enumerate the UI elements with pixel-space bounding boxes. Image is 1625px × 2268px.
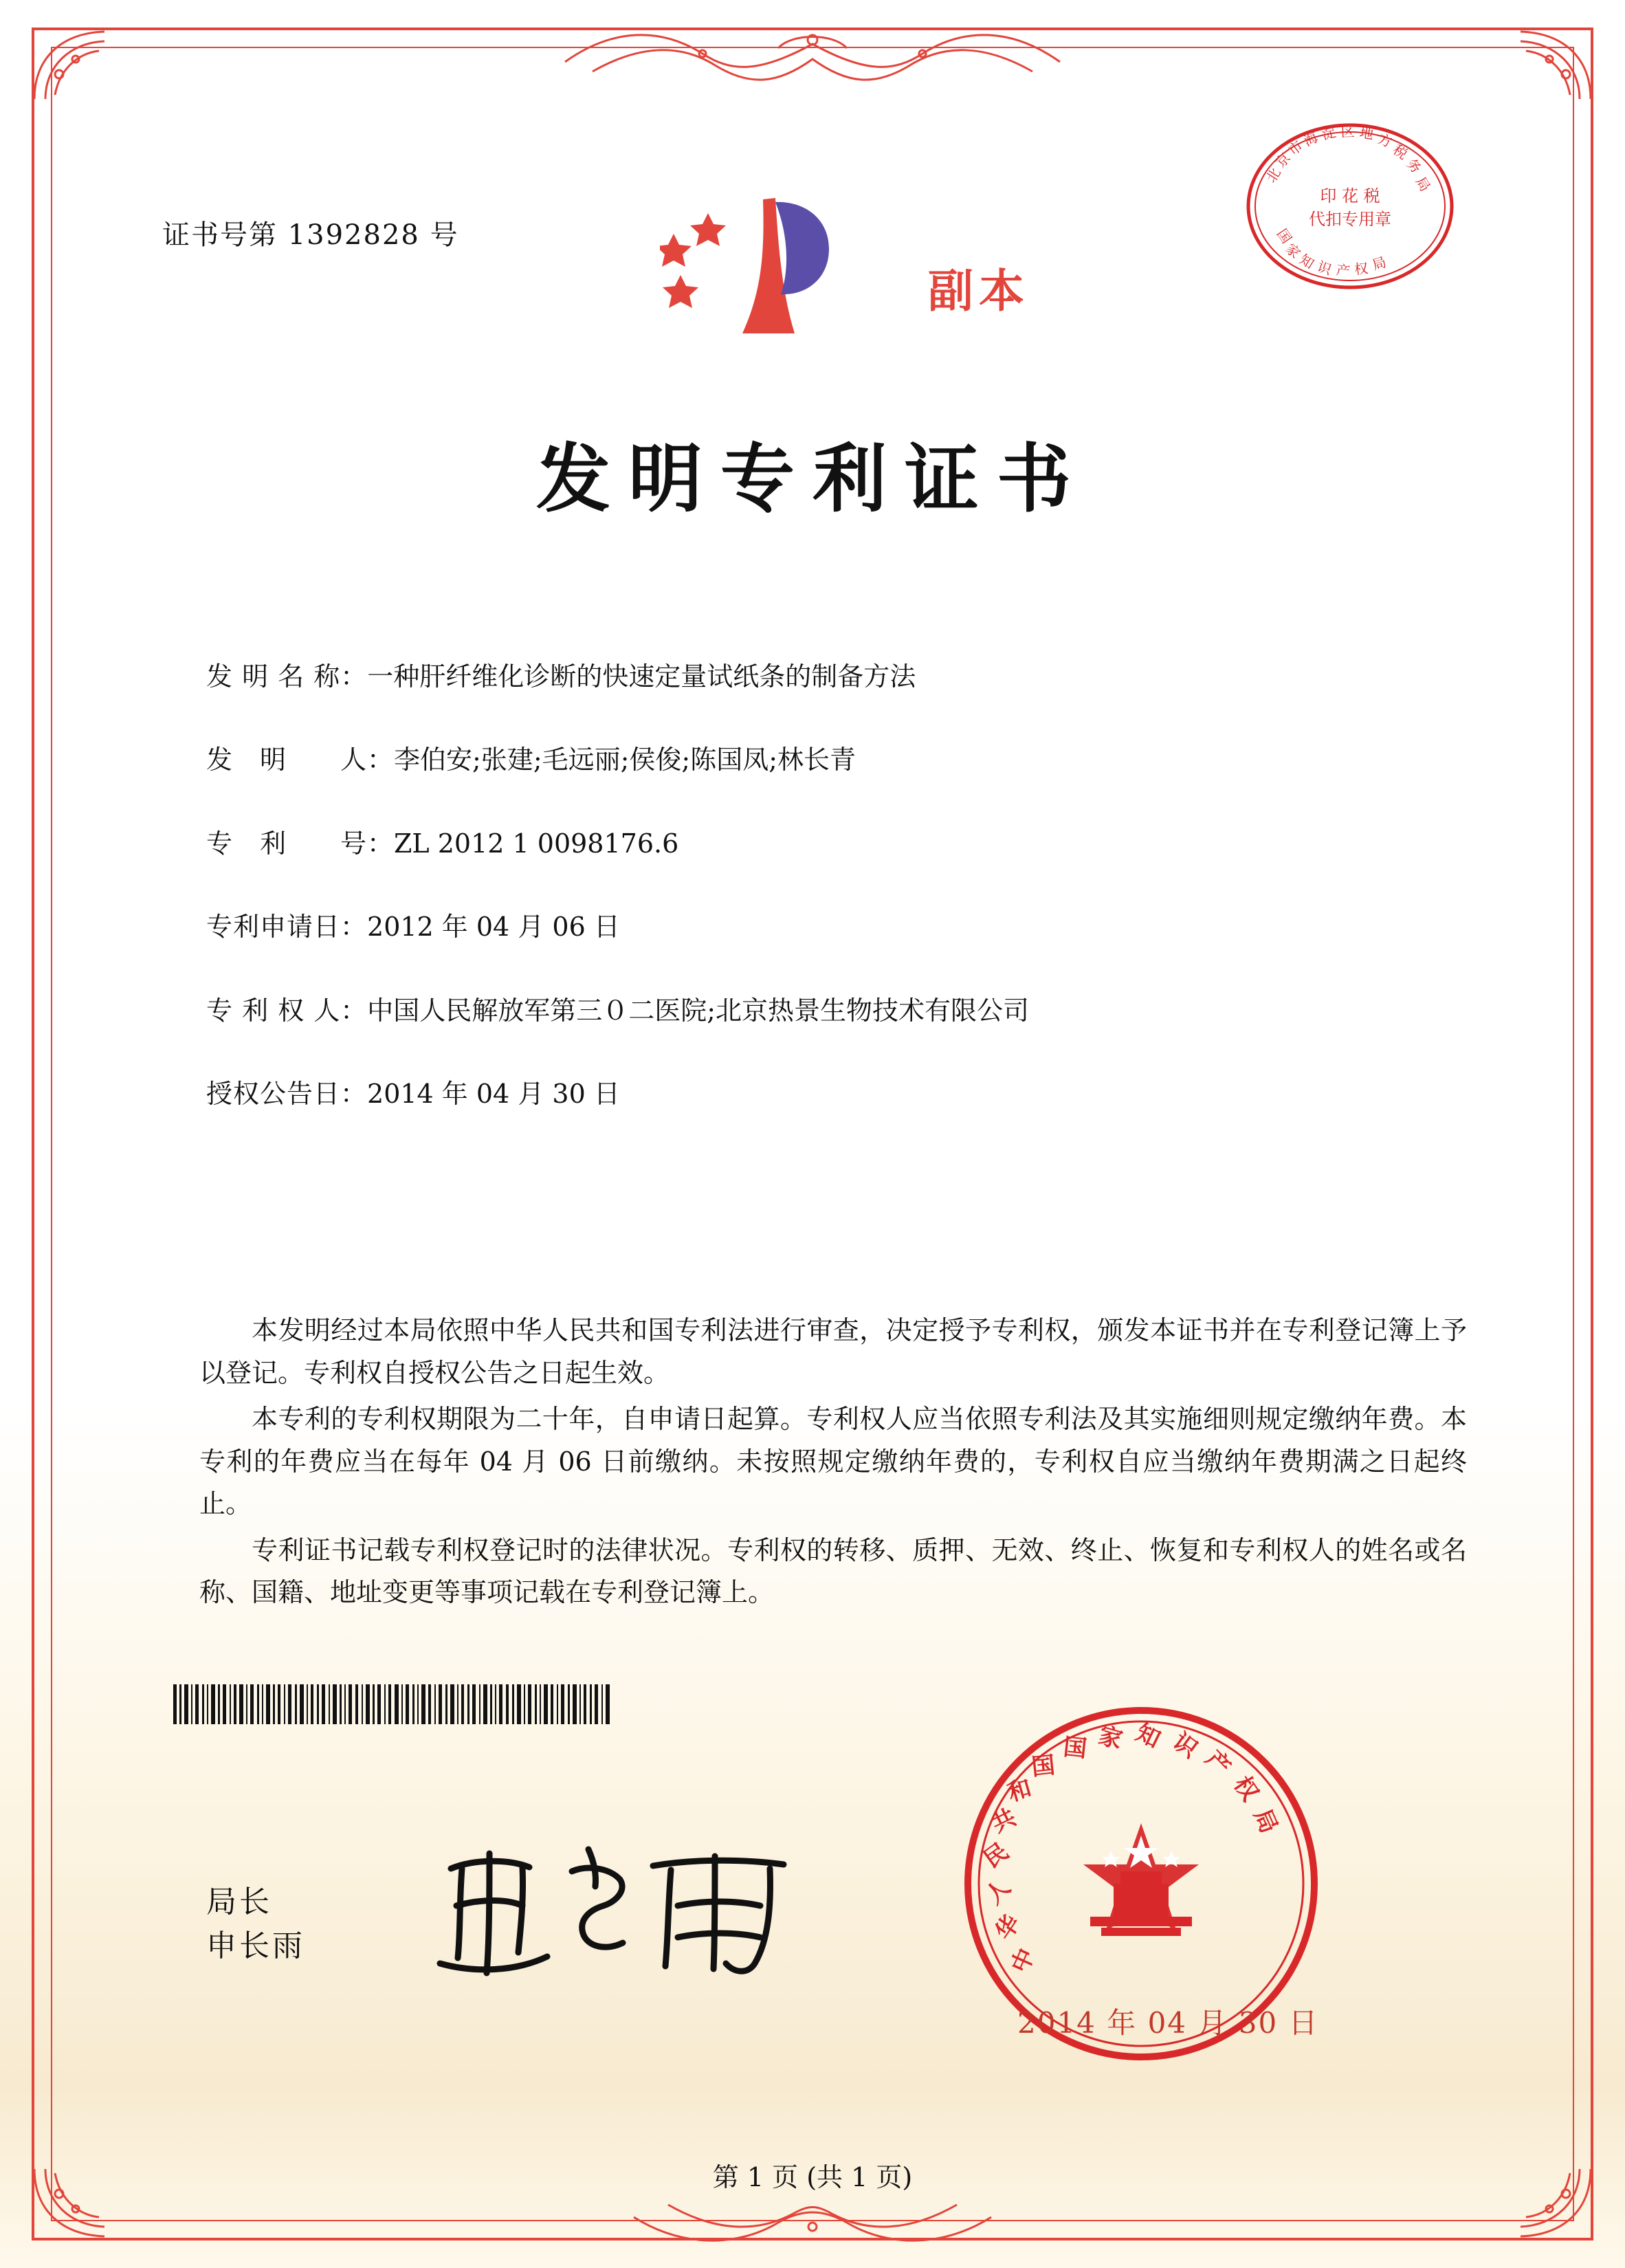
body-paragraphs bbox=[199, 1310, 1467, 1618]
svg-text:市: 市 bbox=[1285, 137, 1306, 159]
svg-text:区: 区 bbox=[1340, 123, 1356, 140]
page-footer: 第 1 页 (共 1 页) bbox=[712, 2162, 913, 2192]
paragraph-2: 本专利的专利权期限为二十年，自申请日起算。专利权人应当依照专利法及其实施细则规定缴纳年费。本专利的年费应当在每年 04 月 06 日前缴纳。未按照规定缴纳年费的，专利权自应当缴纳年费期满之日起终止。 bbox=[199, 1404, 1467, 1519]
svg-text:京: 京 bbox=[1272, 149, 1294, 171]
svg-text:知: 知 bbox=[1296, 250, 1318, 272]
seal-date: 2014 年 04 月 30 日 bbox=[1017, 2006, 1319, 2040]
svg-text:家: 家 bbox=[1282, 240, 1304, 262]
field-patentee bbox=[206, 994, 1488, 1028]
svg-text:税: 税 bbox=[1390, 141, 1411, 163]
svg-text:识: 识 bbox=[1167, 1727, 1203, 1764]
signature-labels bbox=[206, 1880, 305, 1968]
commissioner-role-label: 局长 bbox=[206, 1884, 272, 1919]
field-inventors bbox=[206, 743, 1488, 777]
field-label: 专利申请日： bbox=[206, 912, 368, 943]
svg-text:知: 知 bbox=[1131, 1719, 1165, 1754]
field-label: 专 利 权 人： bbox=[206, 995, 368, 1026]
field-value: 2012 年 04 月 06 日 bbox=[367, 912, 620, 943]
svg-text:北: 北 bbox=[1262, 164, 1284, 186]
svg-text:家: 家 bbox=[1095, 1721, 1126, 1755]
svg-text:产: 产 bbox=[1335, 261, 1351, 280]
field-application-date bbox=[206, 910, 1488, 944]
cnipa-logo-icon bbox=[660, 186, 894, 357]
paragraph-1: 本发明经过本局依照中华人民共和国专利法进行审查，决定授予专利权，颁发本证书并在专利登记簿上予以登记。专利权自授权公告之日起生效。 bbox=[199, 1315, 1467, 1388]
svg-text:识: 识 bbox=[1315, 258, 1334, 278]
handwritten-signature bbox=[426, 1829, 839, 1987]
field-label: 发 明 名 称： bbox=[206, 661, 368, 692]
svg-text:华: 华 bbox=[990, 1910, 1026, 1946]
svg-text:民: 民 bbox=[978, 1837, 1014, 1874]
field-value: 李伯安;张建;毛远丽;侯俊;陈国凤;林长青 bbox=[394, 745, 856, 775]
svg-text:地: 地 bbox=[1358, 124, 1375, 143]
field-value: 一种肝纤维化诊断的快速定量试纸条的制备方法 bbox=[367, 661, 916, 692]
barcode bbox=[173, 1684, 613, 1724]
svg-text:权: 权 bbox=[1353, 260, 1369, 278]
field-label: 发 明 人： bbox=[206, 745, 395, 775]
svg-text:权: 权 bbox=[1228, 1771, 1264, 1807]
certificate-number: 证书号第 1392828 号 bbox=[162, 219, 459, 251]
page-title: 发明专利证书 bbox=[535, 437, 1089, 522]
field-value: 中国人民解放军第三０二医院;北京热景生物技术有限公司 bbox=[367, 995, 1030, 1026]
svg-text:国: 国 bbox=[1062, 1733, 1089, 1763]
svg-text:中: 中 bbox=[1006, 1944, 1041, 1977]
svg-text:人: 人 bbox=[980, 1874, 1017, 1911]
field-value: ZL 2012 1 0098176.6 bbox=[394, 828, 679, 859]
svg-text:海: 海 bbox=[1301, 129, 1321, 150]
field-value: 2014 年 04 月 30 日 bbox=[367, 1078, 620, 1109]
tax-stamp-seal bbox=[1243, 120, 1457, 292]
commissioner-name-label: 申长雨 bbox=[206, 1928, 305, 1963]
svg-text:印 花 税: 印 花 税 bbox=[1320, 186, 1380, 206]
svg-text:局: 局 bbox=[1412, 173, 1434, 195]
svg-text:国: 国 bbox=[1030, 1751, 1057, 1781]
svg-text:局: 局 bbox=[1370, 253, 1389, 274]
svg-text:局: 局 bbox=[1248, 1805, 1283, 1838]
field-grant-date bbox=[206, 1077, 1488, 1111]
svg-text:方: 方 bbox=[1375, 130, 1395, 151]
svg-text:产: 产 bbox=[1200, 1745, 1236, 1781]
field-label: 授权公告日： bbox=[206, 1078, 368, 1109]
svg-text:和: 和 bbox=[1004, 1774, 1035, 1807]
svg-text:务: 务 bbox=[1403, 155, 1425, 177]
paragraph-3: 专利证书记载专利权登记时的法律状况。专利权的转移、质押、无效、终止、恢复和专利权人的姓名或名称、国籍、地址变更等事项记载在专利登记簿上。 bbox=[199, 1534, 1467, 1608]
field-invention-name bbox=[206, 660, 1488, 694]
ornament-bottom-flourish bbox=[620, 2184, 1005, 2250]
ornament-top-flourish bbox=[551, 21, 1074, 103]
field-patent-number bbox=[206, 827, 1488, 861]
svg-text:代扣专用章: 代扣专用章 bbox=[1309, 210, 1391, 229]
svg-text:共: 共 bbox=[987, 1803, 1021, 1839]
svg-text:淀: 淀 bbox=[1320, 123, 1338, 143]
svg-text:国: 国 bbox=[1273, 225, 1295, 247]
field-label: 专 利 号： bbox=[206, 828, 395, 859]
field-list bbox=[206, 660, 1488, 1160]
copy-mark: 副本 bbox=[928, 265, 1030, 318]
